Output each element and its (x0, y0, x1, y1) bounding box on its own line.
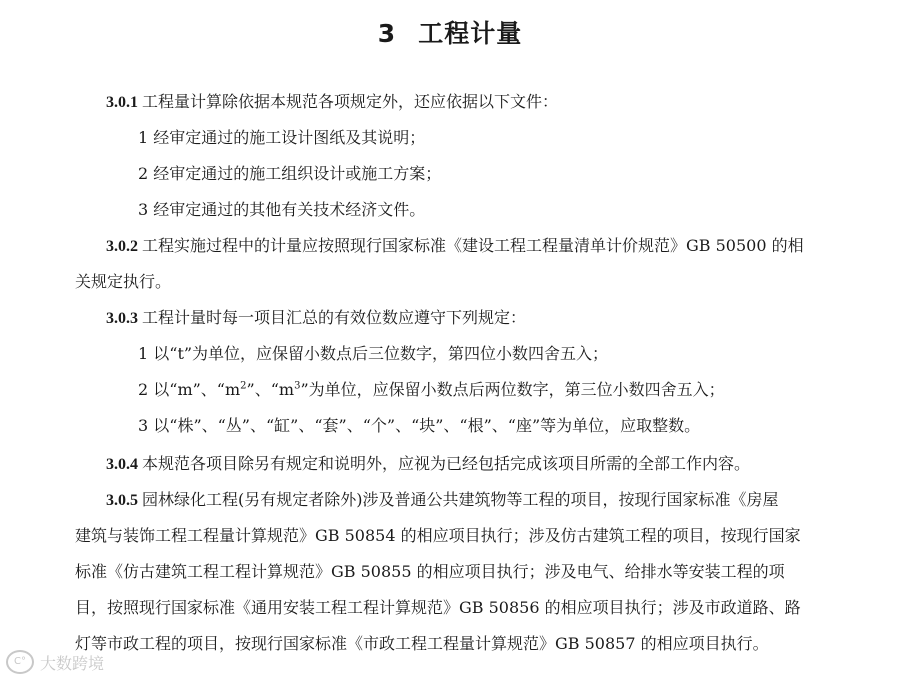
superscript: 2 (240, 380, 247, 392)
list-item-text: ”、“m (246, 380, 295, 399)
list-item: 1 经审定通过的施工设计图纸及其说明； (138, 128, 426, 147)
clause-number: 3.0.2 (106, 238, 138, 255)
watermark (6, 650, 104, 674)
clause-number: 3.0.1 (106, 94, 138, 111)
clause-text-continued: 建筑与装饰工程工程量计算规范》GB 50854 的相应项目执行；涉及仿古建筑工程的项目，按现行国家 (75, 526, 801, 545)
list-item: 3 经审定通过的其他有关技术经济文件。 (138, 200, 426, 219)
clause-text-continued: 标准《仿古建筑工程工程计算规范》GB 50855 的相应项目执行；涉及电气、给排水等安装工程的项 (75, 562, 785, 581)
clause-number: 3.0.3 (106, 310, 138, 327)
clause-number: 3.0.4 (106, 456, 138, 473)
clause-3-0-2 (106, 234, 804, 259)
clause-3-0-3 (106, 306, 526, 331)
section-number: 3 (377, 19, 397, 48)
list-item-text: 2 以“m”、“m (138, 380, 241, 399)
clause-text-continued: 目，按照现行国家标准《通用安装工程工程计算规范》GB 50856 的相应项目执行；涉及市政道路、路 (75, 598, 801, 617)
clause-number: 3.0.5 (106, 492, 138, 509)
clause-3-0-5 (106, 488, 779, 513)
list-item: 2 经审定通过的施工组织设计或施工方案； (138, 164, 442, 183)
clause-text: 工程计量时每一项目汇总的有效位数应遵守下列规定： (142, 308, 527, 327)
clause-text: 工程实施过程中的计量应按照现行国家标准《建设工程工程量清单计价规范》GB 50500 的相 (142, 236, 804, 255)
clause-3-0-4 (106, 452, 750, 477)
list-item: 1 以“t”为单位，应保留小数点后三位数字，第四位小数四舍五入； (138, 344, 609, 363)
clause-text: 本规范各项目除另有规定和说明外，应视为已经包括完成该项目所需的全部工作内容。 (142, 454, 751, 473)
superscript: 3 (294, 380, 301, 392)
clause-text-continued: 关规定执行。 (75, 272, 172, 291)
list-item: 3 以“株”、“丛”、“缸”、“套”、“个”、“块”、“根”、“座”等为单位，应取整数。 (138, 416, 701, 435)
watermark-logo-icon: C° (6, 650, 34, 674)
section-title-text: 工程计量 (418, 19, 523, 48)
clause-text-continued: 灯等市政工程的项目，按现行国家标准《市政工程工程量计算规范》GB 50857 的相应项目执行。 (75, 634, 769, 653)
clause-text: 园林绿化工程(另有规定者除外)涉及普通公共建筑物等工程的项目，按现行国家标准《房屋 (142, 490, 779, 509)
list-item-text: ”为单位，应保留小数点后两位数字，第三位小数四舍五入； (300, 380, 725, 399)
clause-text: 工程量计算除依据本规范各项规定外，还应依据以下文件： (142, 92, 559, 111)
list-item (138, 378, 725, 402)
section-title (0, 14, 900, 50)
clause-3-0-1 (106, 90, 558, 115)
watermark-text: 大数跨境 (40, 653, 105, 673)
